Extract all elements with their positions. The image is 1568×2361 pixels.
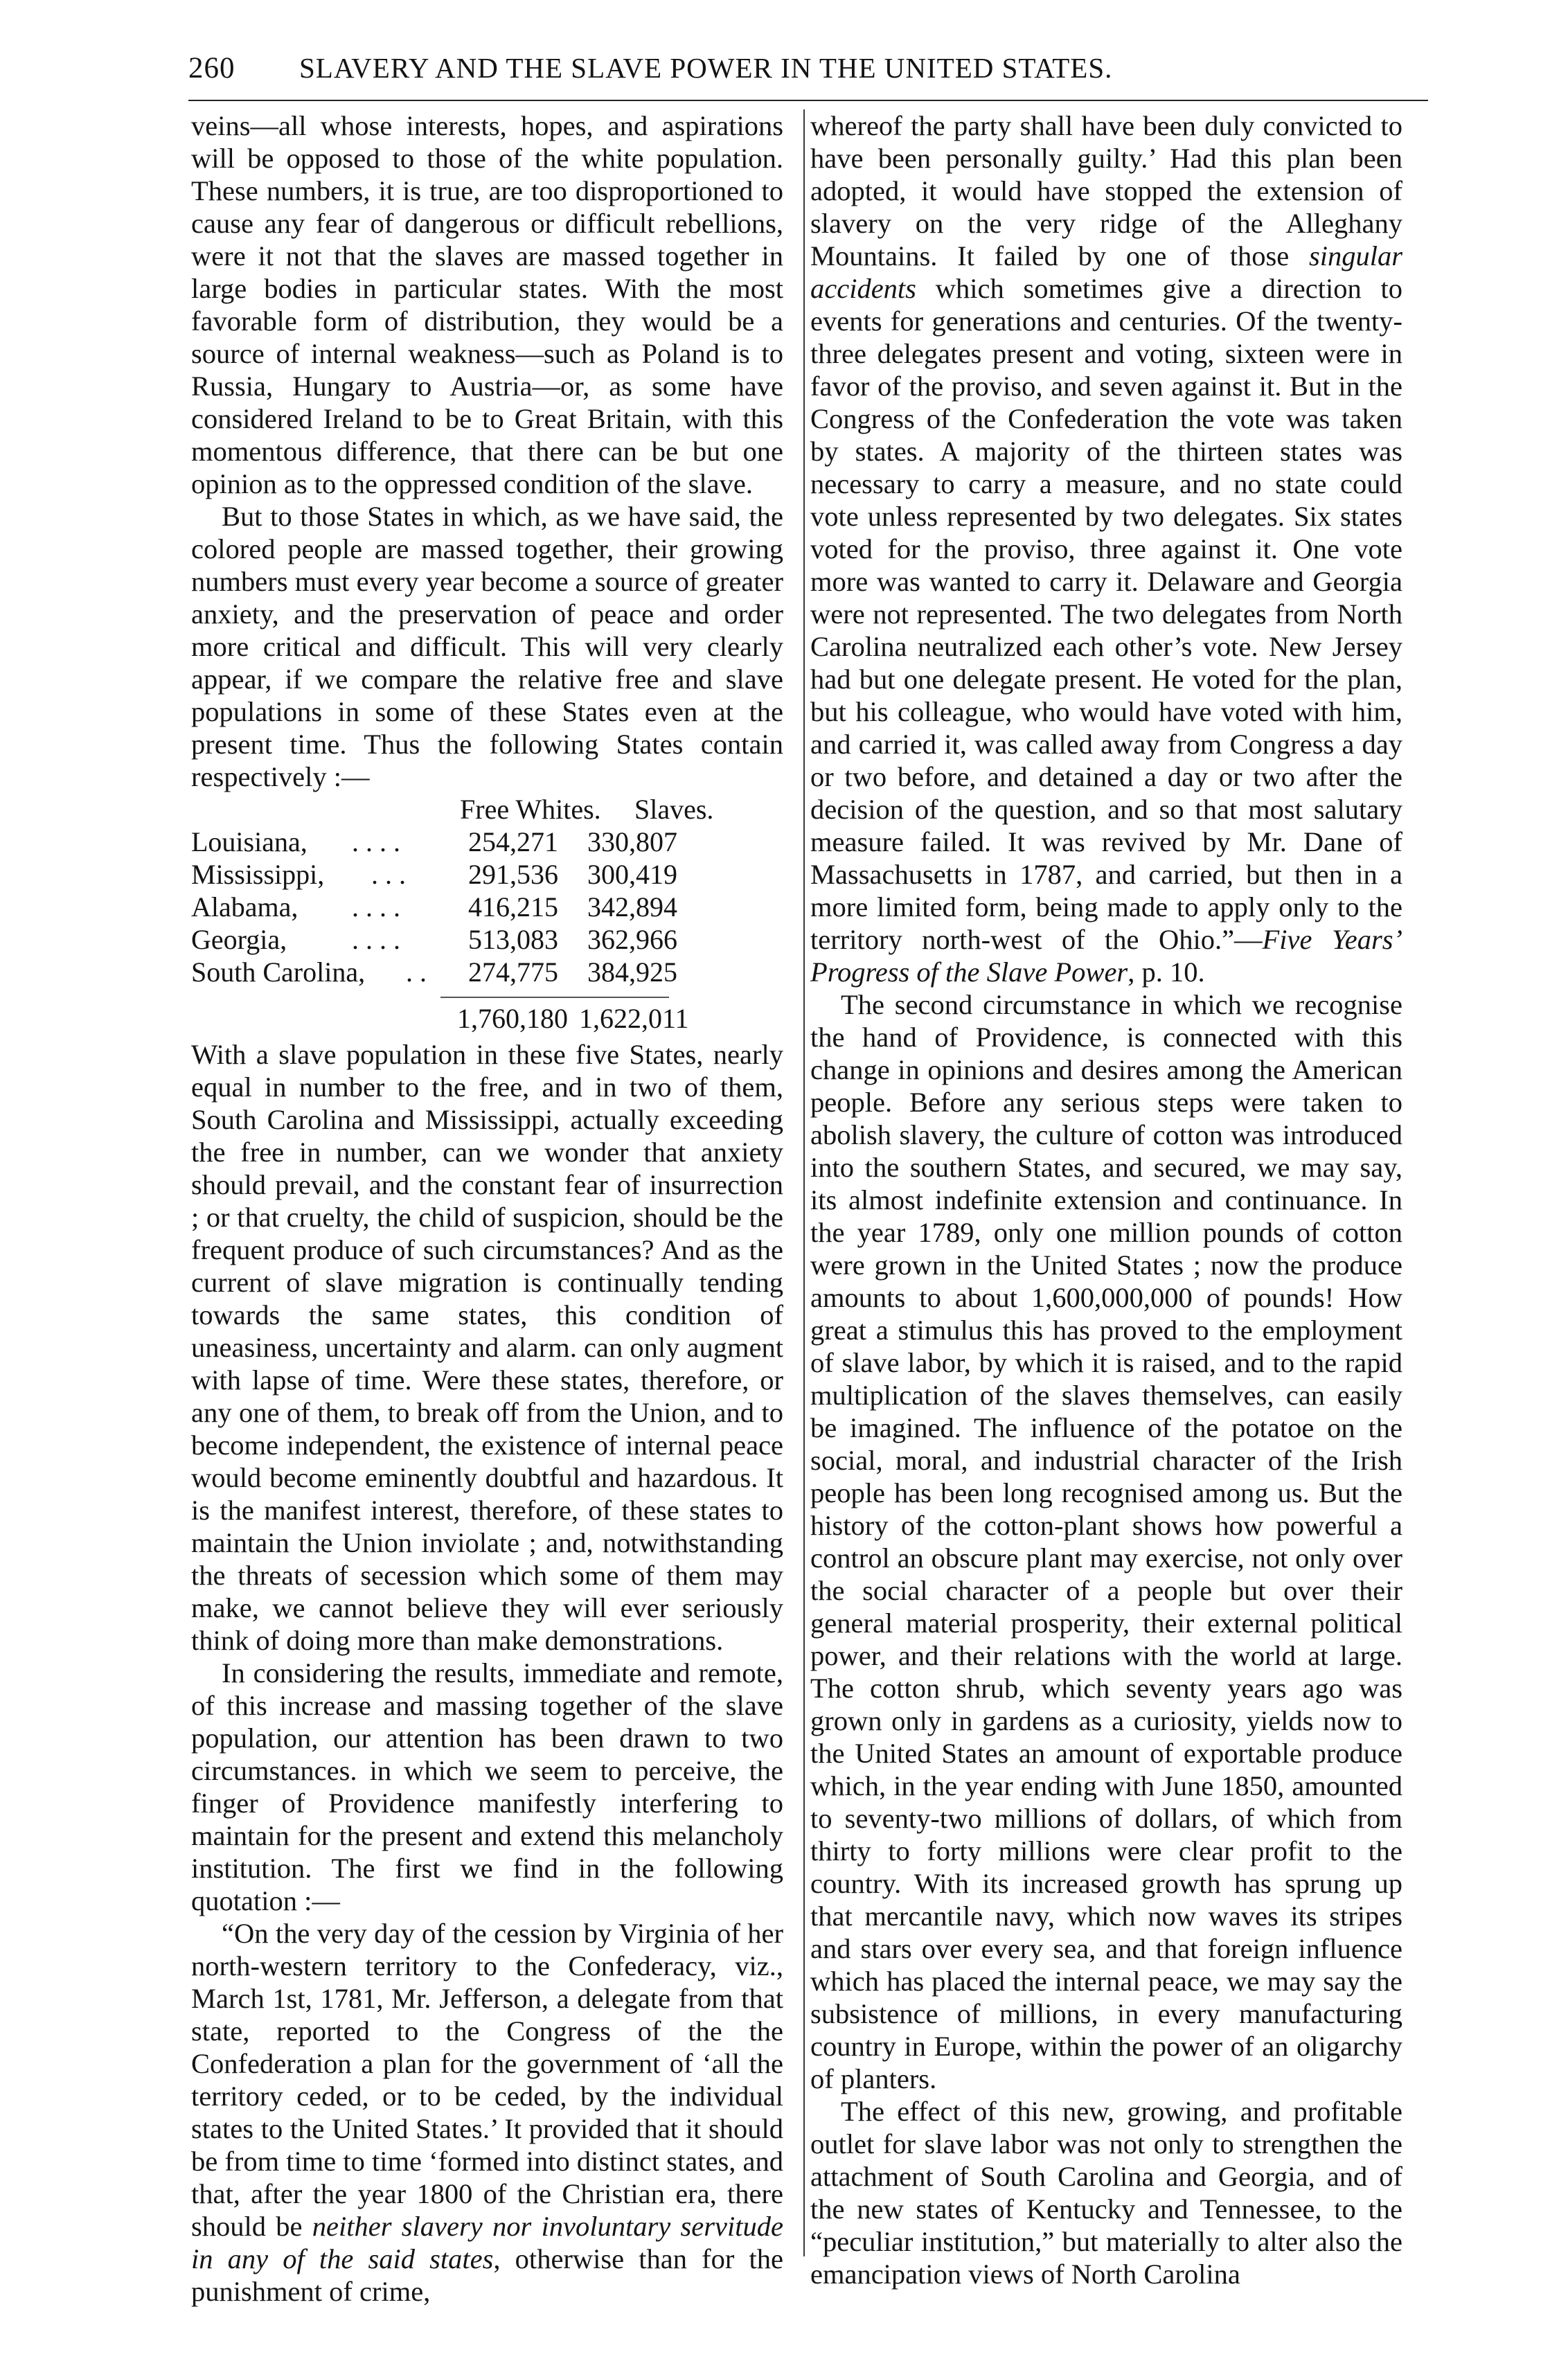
state-name: Georgia, — [191, 924, 287, 955]
right-column — [810, 109, 1402, 2290]
page-number: 260 — [188, 52, 235, 84]
table-row — [191, 858, 783, 891]
paragraph: The effect of this new, growing, and profitable outlet for slave labor was not only to strengthen the attachment of South Carolina and Georgia, and of the new states of Kentucky and Tennessee, to the “peculiar institution,” but materially to alter also the emancipation views of North Carolina — [810, 2096, 1402, 2290]
table-header — [191, 793, 783, 826]
state-name: Alabama, — [191, 891, 299, 923]
free-whites-value: 513,083 — [468, 924, 558, 955]
quotation-text: “On the very day of the cession by Virginia of her north-western territory to the Confederacy, viz., March 1st, 1781, Mr. Jefferson, a delegate from that state, reported to the Congress of the the Confederation a plan for the government of ‘all the territory ceded, or to be ceded, by the individual states to the United States.’ It provided that it should be from time to time ‘formed into distinct states, and that, after the year 1800 of the Christian era, there should be — [191, 1918, 783, 2242]
quotation-text: which sometimes give a direction to events for generations and centuries. Of the twenty-three delegates present and voting, sixteen were in favor of the proviso, and seven against it. But in the Congress of the Confederation the vote was taken by states. A majority of the thirteen states was necessary to carry a measure, and no state could vote unless represented by two delegates. Six states voted for the proviso, three against it. One vote more was wanted to carry it. Delaware and Georgia were not represented. The two delegates from North Carolina neutralized each other’s vote. New Jersey had but one delegate present. He voted for the plan, but his colleague, who would have voted with him, and carried it, was called away from Congress a day or two before, and detained a day or two after the decision of the question, and so that most salutary measure failed. It was revived by Mr. Dane of Massachusetts in 1787, and carried, but then in a more limited form, being made to apply only to the territory north-west of the Ohio.”— — [810, 273, 1402, 955]
column-divider — [803, 109, 805, 2256]
header-rule — [188, 100, 1428, 101]
state-name: South Carolina, — [191, 956, 366, 988]
quotation-text: , otherwise than for the punishment of crime, — [191, 2243, 783, 2307]
quotation-continuation — [810, 109, 1402, 988]
citation-page: , p. 10. — [1128, 956, 1205, 988]
table-row — [191, 826, 783, 858]
free-whites-value: 416,215 — [468, 891, 558, 923]
quotation-text: whereof the party shall have been duly convicted to have been personally guilty.’ Had this plan been adopted, it would have stopped the extension of slavery on the very ridge of the Alleghany Mountains. It failed by one of those — [810, 110, 1402, 271]
leader-dots: . . . . — [352, 891, 400, 923]
paragraph: The second circumstance in which we recognise the hand of Providence, is connected with this change in opinions and desires among the American people. Before any serious steps were taken to abolish slavery, the culture of cotton was introduced into the southern States, and secured, we may say, its almost indefinite extension and continuance. In the year 1789, only one million pounds of cotton were grown in the United States ; now the produce amounts to about 1,600,000,000 of pounds! How great a stimulus this has proved to the employment of slave labor, by which it is raised, and to the rapid multiplication of the slaves themselves, can easily be imagined. The influence of the potatoe on the social, moral, and industrial character of the Irish people has been long recognised among us. But the history of the cotton-plant shows how powerful a control an obscure plant may exercise, not only over the social character of a people but over their general material prosperity, their external political power, and their relations with the world at large. The cotton shrub, which seventy years ago was grown only in gardens as a curiosity, yields now to the United States an amount of exportable produce which, in the year ending with June 1850, amounted to seventy-two millions of dollars, of which from thirty to forty millions were clear profit to the country. With its increased growth has sprung up that mercantile navy, which now waves its stripes and stars over every sea, and that foreign influence which has placed the internal peace, we may say the subsistence of millions, in every manufacturing country in Europe, within the power of an oligarchy of planters. — [810, 989, 1402, 2094]
slaves-value: 342,894 — [587, 891, 677, 923]
leader-dots: . . . . — [352, 826, 400, 857]
paragraph: With a slave population in these five States, nearly equal in number to the free, and in two of them, South Carolina and Mississippi, actually exceeding the free in number, can we wonder that anxiety should prevail, and the constant fear of insurrection ; or that cruelty, the child of suspicion, should be the frequent produce of such circumstances? And as the current of slave migration is continually tending towards the same states, this condition of uneasiness, uncertainty and alarm. can only augment with lapse of time. Were these states, therefore, or any one of them, to break off from the Union, and to become independent, the existence of internal peace would become eminently doubtful and hazardous. It is the manifest interest, therefore, of these states to maintain the Union inviolate ; and, notwithstanding the threats of secession which some of them may make, we cannot believe they will ever seriously think of doing more than make demonstrations. — [191, 1039, 783, 1656]
total-rule — [440, 997, 669, 998]
free-whites-value: 274,775 — [468, 956, 558, 988]
column-header-slaves: Slaves. — [634, 794, 714, 825]
population-table — [191, 793, 783, 1038]
paragraph: But to those States in which, as we have said, the colored people are massed together, their growing numbers must every year become a source of greater anxiety, and the preservation of peace and order more critical and difficult. This will very clearly appear, if we compare the relative free and slave populations in some of these States even at the present time. Thus the following States contain respectively :— — [191, 501, 783, 792]
quotation-paragraph — [191, 1917, 783, 2308]
free-whites-value: 291,536 — [468, 859, 558, 890]
paragraph: In considering the results, immediate and remote, of this increase and massing together of the slave population, our attention has been drawn to two circumstances. in which we seem to perceive, the finger of Providence manifestly interfering to maintain for the present and extend this melancholy institution. The first we find in the following quotation :— — [191, 1657, 783, 1916]
free-whites-value: 254,271 — [468, 826, 558, 857]
leader-dots: . . . . — [352, 924, 400, 955]
slaves-value: 330,807 — [587, 826, 677, 857]
running-header — [188, 51, 1428, 101]
slaves-value: 384,925 — [587, 956, 677, 988]
paragraph: veins—all whose interests, hopes, and aspirations will be opposed to those of the white population. These numbers, it is true, are too disproportioned to cause any fear of dangerous or difficult rebellions, were it not that the slaves are massed together in large bodies in particular states. With the most favorable form of distribution, they would be a source of internal weakness—such as Poland is to Russia, Hungary to Austria—or, as some have considered Ireland to be to Great Britain, with this momentous difference, that there can be but one opinion as to the oppressed condition of the slave. — [191, 110, 783, 499]
table-row — [191, 891, 783, 923]
column-header-free-whites: Free Whites. — [460, 794, 601, 825]
table-row — [191, 956, 783, 988]
state-name: Louisiana, — [191, 826, 308, 857]
total-slaves: 1,622,011 — [579, 1003, 689, 1034]
table-row — [191, 923, 783, 956]
table-totals — [191, 1002, 783, 1038]
italic-phrase: singular accidents — [810, 240, 1402, 304]
slaves-value: 300,419 — [587, 859, 677, 890]
quotation-italic: neither slavery nor involuntary servitude in any of the said states — [191, 2211, 783, 2274]
total-free-whites: 1,760,180 — [457, 1003, 568, 1034]
leader-dots: . . — [406, 956, 427, 988]
citation-title: Five Years’ Progress of the Slave Power — [810, 924, 1402, 988]
left-column — [191, 109, 783, 2308]
state-name: Mississippi, — [191, 859, 325, 890]
leader-dots: . . . — [371, 859, 406, 890]
running-title: SLAVERY AND THE SLAVE POWER IN THE UNITED STATES. — [299, 52, 1113, 84]
slaves-value: 362,966 — [587, 924, 677, 955]
